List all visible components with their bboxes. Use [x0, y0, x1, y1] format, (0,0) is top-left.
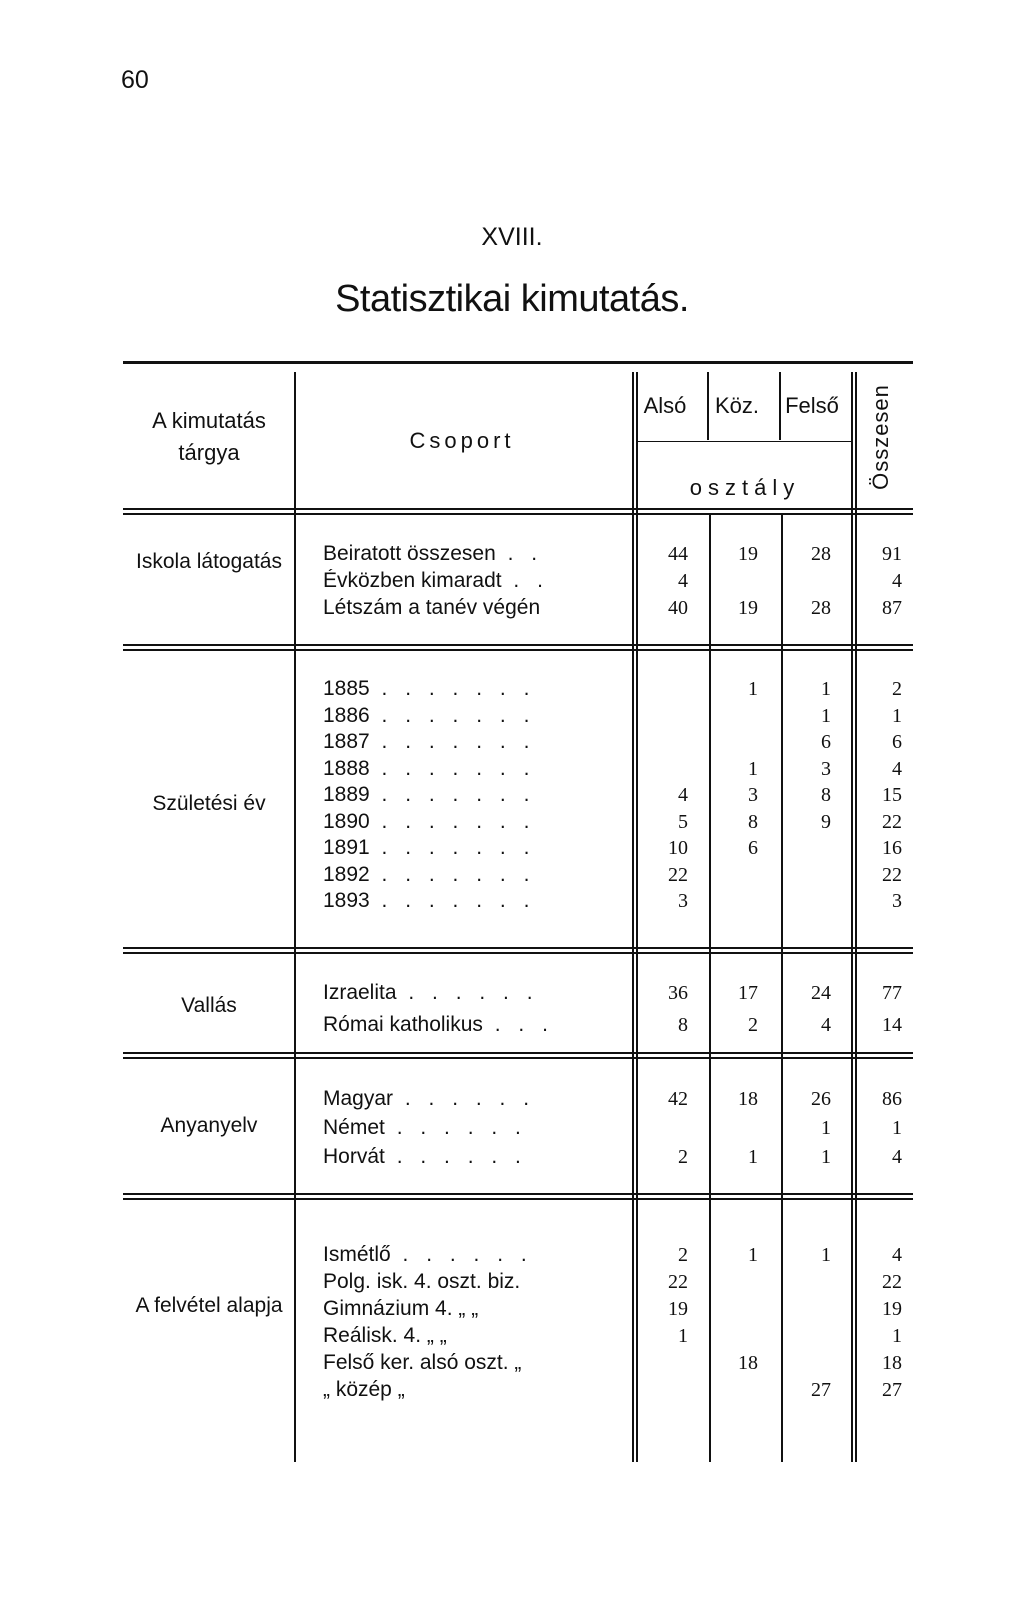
value-koz: 1: [748, 1244, 758, 1266]
row-label-text: 1889: [323, 783, 370, 806]
header-subrule: [636, 441, 851, 442]
value-total: 1: [892, 1117, 902, 1139]
vertical-rule: [781, 515, 783, 1462]
value-koz: 19: [738, 597, 758, 619]
row-label-text: Polg. isk. 4. oszt. biz.: [323, 1270, 521, 1293]
vertical-rule: [294, 372, 296, 1462]
row-label-text: Magyar: [323, 1087, 394, 1110]
header-subject: A kimutatás tárgya: [152, 408, 266, 465]
value-felso: 28: [811, 597, 831, 619]
row-label: [323, 757, 613, 781]
row-label-text: 1887: [323, 730, 370, 753]
row-label: [323, 783, 613, 807]
leader-dots: . . . . . . .: [369, 889, 536, 912]
row-label-text: 1885: [323, 677, 370, 700]
value-total: 22: [882, 810, 902, 833]
row-label: [323, 569, 613, 593]
value-total: 87: [882, 597, 902, 619]
value-total: 1: [892, 704, 902, 727]
leader-dots: . . . . . .: [384, 1116, 527, 1139]
value-total: 15: [882, 784, 902, 806]
row-label: [323, 730, 613, 754]
value-total: 19: [882, 1298, 902, 1320]
horizontal-rule: [123, 1198, 913, 1200]
row-label-text: 1886: [323, 703, 370, 727]
value-also: 42: [668, 1088, 688, 1110]
value-total: 16: [882, 837, 902, 859]
horizontal-rule: [123, 649, 913, 651]
value-also: 2: [678, 1146, 688, 1168]
value-total: 22: [882, 1271, 902, 1293]
section-subject: Születési év: [152, 792, 266, 815]
value-koz: 1: [748, 678, 758, 700]
value-total: 3: [892, 890, 902, 912]
header-group: Csoport: [409, 428, 515, 453]
header-total: Összesen: [868, 384, 893, 490]
leader-dots: . . . . . . .: [369, 756, 536, 780]
row-label: [323, 889, 613, 913]
value-also: 19: [668, 1298, 688, 1320]
value-koz: 6: [748, 837, 758, 859]
leader-dots: . . . . . .: [393, 1087, 536, 1110]
row-label: [323, 1351, 613, 1375]
row-label: [323, 704, 613, 728]
value-total: 2: [892, 678, 902, 700]
value-total: 4: [892, 1244, 902, 1266]
row-label: [323, 981, 613, 1005]
row-label: [323, 1013, 613, 1037]
row-label: [323, 1297, 613, 1321]
row-label: [323, 1243, 613, 1267]
row-label-text: 1891: [323, 836, 370, 859]
value-felso: 6: [821, 731, 831, 753]
value-felso: 8: [821, 784, 831, 806]
leader-dots: . . . . . .: [390, 1243, 533, 1266]
section-subject: Anyanyelv: [160, 1114, 258, 1137]
value-felso: 1: [821, 704, 831, 727]
row-label: [323, 1270, 613, 1294]
leader-dots: . . . . . .: [396, 981, 539, 1004]
value-koz: 2: [748, 1014, 758, 1036]
leader-dots: . . . . . . .: [369, 703, 536, 727]
value-total: 4: [892, 570, 902, 592]
value-koz: 3: [748, 784, 758, 806]
row-label-text: Horvát: [323, 1145, 385, 1168]
row-label: [323, 596, 613, 620]
row-label-text: 1893: [323, 889, 370, 912]
value-also: 1: [678, 1325, 688, 1347]
page-title: Statisztikai kimutatás.: [335, 278, 689, 320]
horizontal-rule: [123, 1052, 913, 1054]
value-also: 22: [668, 863, 688, 886]
row-label: [323, 1324, 613, 1348]
header-class-label: osztály: [689, 475, 801, 500]
row-label: [323, 1378, 613, 1402]
row-label: [323, 836, 613, 860]
value-felso: 24: [811, 982, 831, 1004]
value-felso: 28: [811, 543, 831, 565]
row-label-text: Évközben kimaradt: [323, 569, 502, 592]
value-total: 86: [882, 1088, 902, 1110]
value-koz: 17: [738, 982, 758, 1004]
value-total: 27: [882, 1379, 902, 1401]
value-also: 44: [668, 543, 688, 565]
row-label: [323, 1087, 613, 1111]
row-label: [323, 1116, 613, 1140]
value-felso: 1: [821, 1146, 831, 1168]
row-label-text: Izraelita: [323, 981, 397, 1004]
value-total: 77: [882, 982, 902, 1004]
value-also: 4: [678, 784, 688, 806]
value-total: 1: [892, 1325, 902, 1347]
leader-dots: . . .: [482, 1013, 554, 1036]
value-felso: 1: [821, 1244, 831, 1266]
row-label-text: 1890: [323, 809, 370, 833]
section-subject: A felvétel alapja: [135, 1294, 283, 1317]
value-total: 4: [892, 1146, 902, 1168]
vertical-rule: [709, 515, 711, 1462]
leader-dots: . . . . . . .: [369, 783, 536, 806]
value-also: 5: [678, 810, 688, 833]
value-felso: 1: [821, 678, 831, 700]
section-subject: Iskola látogatás: [136, 550, 282, 573]
value-total: 6: [892, 731, 902, 753]
horizontal-rule: [123, 1057, 913, 1059]
row-label: [323, 1145, 613, 1169]
leader-dots: . .: [501, 569, 549, 592]
horizontal-rule: [123, 508, 913, 510]
row-label-text: Reálisk. 4. „ „: [323, 1324, 447, 1347]
row-label-text: Német: [323, 1116, 385, 1139]
leader-dots: . . . . . . .: [369, 730, 536, 753]
header-col-also: Alsó: [643, 393, 687, 418]
leader-dots: . . . . . . .: [369, 809, 536, 833]
leader-dots: . . . . . . .: [369, 677, 536, 700]
vertical-rule: [636, 372, 638, 1462]
leader-dots: . . . . . .: [384, 1145, 527, 1168]
value-koz: 8: [748, 810, 758, 833]
value-felso: 26: [811, 1088, 831, 1110]
header-col-felso: Felső: [785, 393, 839, 418]
row-label-text: Felső ker. alsó oszt. „: [323, 1351, 522, 1374]
value-also: 3: [678, 890, 688, 912]
vertical-rule: [707, 372, 709, 440]
horizontal-rule: [123, 1193, 913, 1195]
value-felso: 1: [821, 1117, 831, 1139]
value-total: 22: [882, 863, 902, 886]
value-total: 18: [882, 1352, 902, 1374]
value-also: 4: [678, 570, 688, 592]
horizontal-rule: [123, 952, 913, 954]
row-label: [323, 863, 613, 887]
leader-dots: . . . . . . .: [369, 836, 536, 859]
vertical-rule: [851, 372, 853, 1462]
value-koz: 1: [748, 1146, 758, 1168]
vertical-rule: [779, 372, 781, 440]
header-col-koz: Köz.: [714, 393, 760, 418]
value-also: 2: [678, 1244, 688, 1266]
row-label-text: 1888: [323, 756, 370, 780]
horizontal-rule: [123, 947, 913, 949]
row-label-text: Ismétlő: [323, 1243, 391, 1266]
value-koz: 1: [748, 757, 758, 780]
value-also: 8: [678, 1014, 688, 1036]
vertical-rule: [855, 372, 857, 1462]
leader-dots: . .: [495, 542, 544, 565]
value-koz: 18: [738, 1352, 758, 1374]
value-also: 22: [668, 1271, 688, 1293]
row-label-text: 1892: [323, 862, 370, 886]
value-total: 14: [882, 1014, 902, 1036]
value-koz: 19: [738, 543, 758, 565]
row-label-text: Gimnázium 4. „ „: [323, 1297, 479, 1320]
value-felso: 27: [811, 1379, 831, 1401]
row-label-text: Beiratott összesen: [323, 542, 496, 565]
chapter-number: XVIII.: [481, 223, 543, 251]
row-label-text: Római katholikus: [323, 1013, 483, 1036]
value-also: 36: [668, 982, 688, 1004]
value-felso: 3: [821, 757, 831, 780]
value-felso: 4: [821, 1014, 831, 1036]
value-total: 91: [882, 543, 902, 565]
row-label: [323, 810, 613, 834]
value-felso: 9: [821, 810, 831, 833]
value-also: 40: [668, 597, 688, 619]
page-number: 60: [121, 66, 149, 94]
value-koz: 18: [738, 1088, 758, 1110]
value-total: 4: [892, 757, 902, 780]
section-subject: Vallás: [181, 994, 237, 1017]
row-label: [323, 542, 613, 566]
value-also: 10: [668, 837, 688, 859]
vertical-rule: [632, 372, 634, 1462]
row-label-text: Létszám a tanév végén: [323, 596, 541, 619]
row-label-text: „ közép „: [323, 1378, 405, 1401]
horizontal-rule: [123, 513, 913, 515]
horizontal-rule: [123, 644, 913, 646]
horizontal-rule: [123, 361, 913, 364]
row-label: [323, 677, 613, 701]
leader-dots: . . . . . . .: [369, 862, 536, 886]
